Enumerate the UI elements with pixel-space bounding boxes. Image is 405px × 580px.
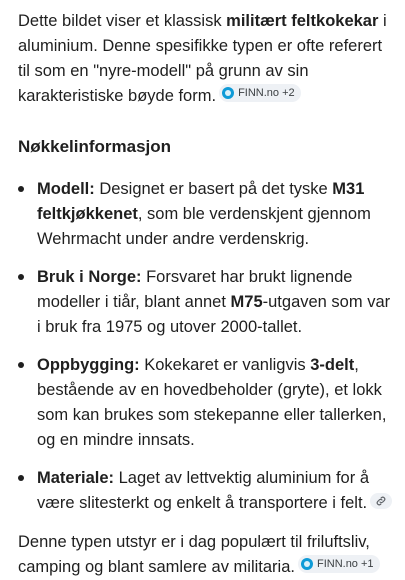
- intro-text-2: i aluminium. Denne spesifikke typen er ofte referert til som en "nyre-modell" på grunn av sin karakteristiske bøyde form.: [18, 12, 387, 105]
- item-bold-term: M31 feltkjøkkenet: [37, 180, 365, 223]
- item-label: Materiale:: [37, 469, 115, 487]
- item-text: -utgaven som var i bruk fra 1975 og utover 2000-tallet.: [37, 293, 391, 336]
- list-item-modell: [18, 177, 393, 252]
- list-item-bruk-i-norge: [18, 265, 393, 340]
- link-icon: [375, 495, 387, 507]
- finn-favicon-icon: [222, 87, 234, 99]
- source-chip-label: FINN.no +1: [316, 558, 374, 570]
- item-text: Kokekaret er vanligvis: [139, 356, 311, 374]
- item-label: Bruk i Norge:: [37, 268, 142, 286]
- item-label: Oppbygging:: [37, 356, 140, 374]
- item-text: Designet er basert på det tyske: [94, 180, 333, 198]
- finn-favicon-icon: [301, 558, 313, 570]
- item-text: , som ble verdenskjent gjennom Wehrmacht under andre verdenskrig.: [37, 205, 371, 248]
- intro-paragraph: [18, 0, 393, 109]
- intro-bold-term: militært feltkokekar: [226, 12, 379, 30]
- list-item-oppbygging: [18, 353, 393, 453]
- intro-text-1: Dette bildet viser et klassisk: [18, 12, 227, 30]
- list-item-materiale: [18, 466, 393, 516]
- link-chip[interactable]: [370, 493, 392, 509]
- source-chip-label: FINN.no +2: [238, 87, 295, 99]
- section-heading: Nøkkelinformasjon: [18, 137, 172, 156]
- key-info-list: [18, 177, 393, 516]
- outro-text: Denne typen utstyr er i dag populært til friluftsliv, camping og blant samlere av militaria.: [18, 533, 370, 576]
- item-text: , bestående av en hovedbeholder (gryte), et lokk som kan brukes som stekepanne eller tallerken, og en mindre innsats.: [37, 356, 387, 449]
- item-bold-term: M75: [230, 293, 263, 311]
- source-chip-outro[interactable]: [298, 555, 380, 573]
- item-bold-term: 3-delt: [310, 356, 355, 374]
- source-chip-intro[interactable]: [219, 84, 301, 102]
- item-text: Forsvaret har brukt lignende modeller i tiår, blant annet: [37, 268, 353, 311]
- item-text: Laget av lettvektig aluminium for å være slitesterkt og enkelt å transportere i felt.: [37, 469, 369, 512]
- item-label: Modell:: [37, 180, 95, 198]
- outro-paragraph: [18, 530, 393, 580]
